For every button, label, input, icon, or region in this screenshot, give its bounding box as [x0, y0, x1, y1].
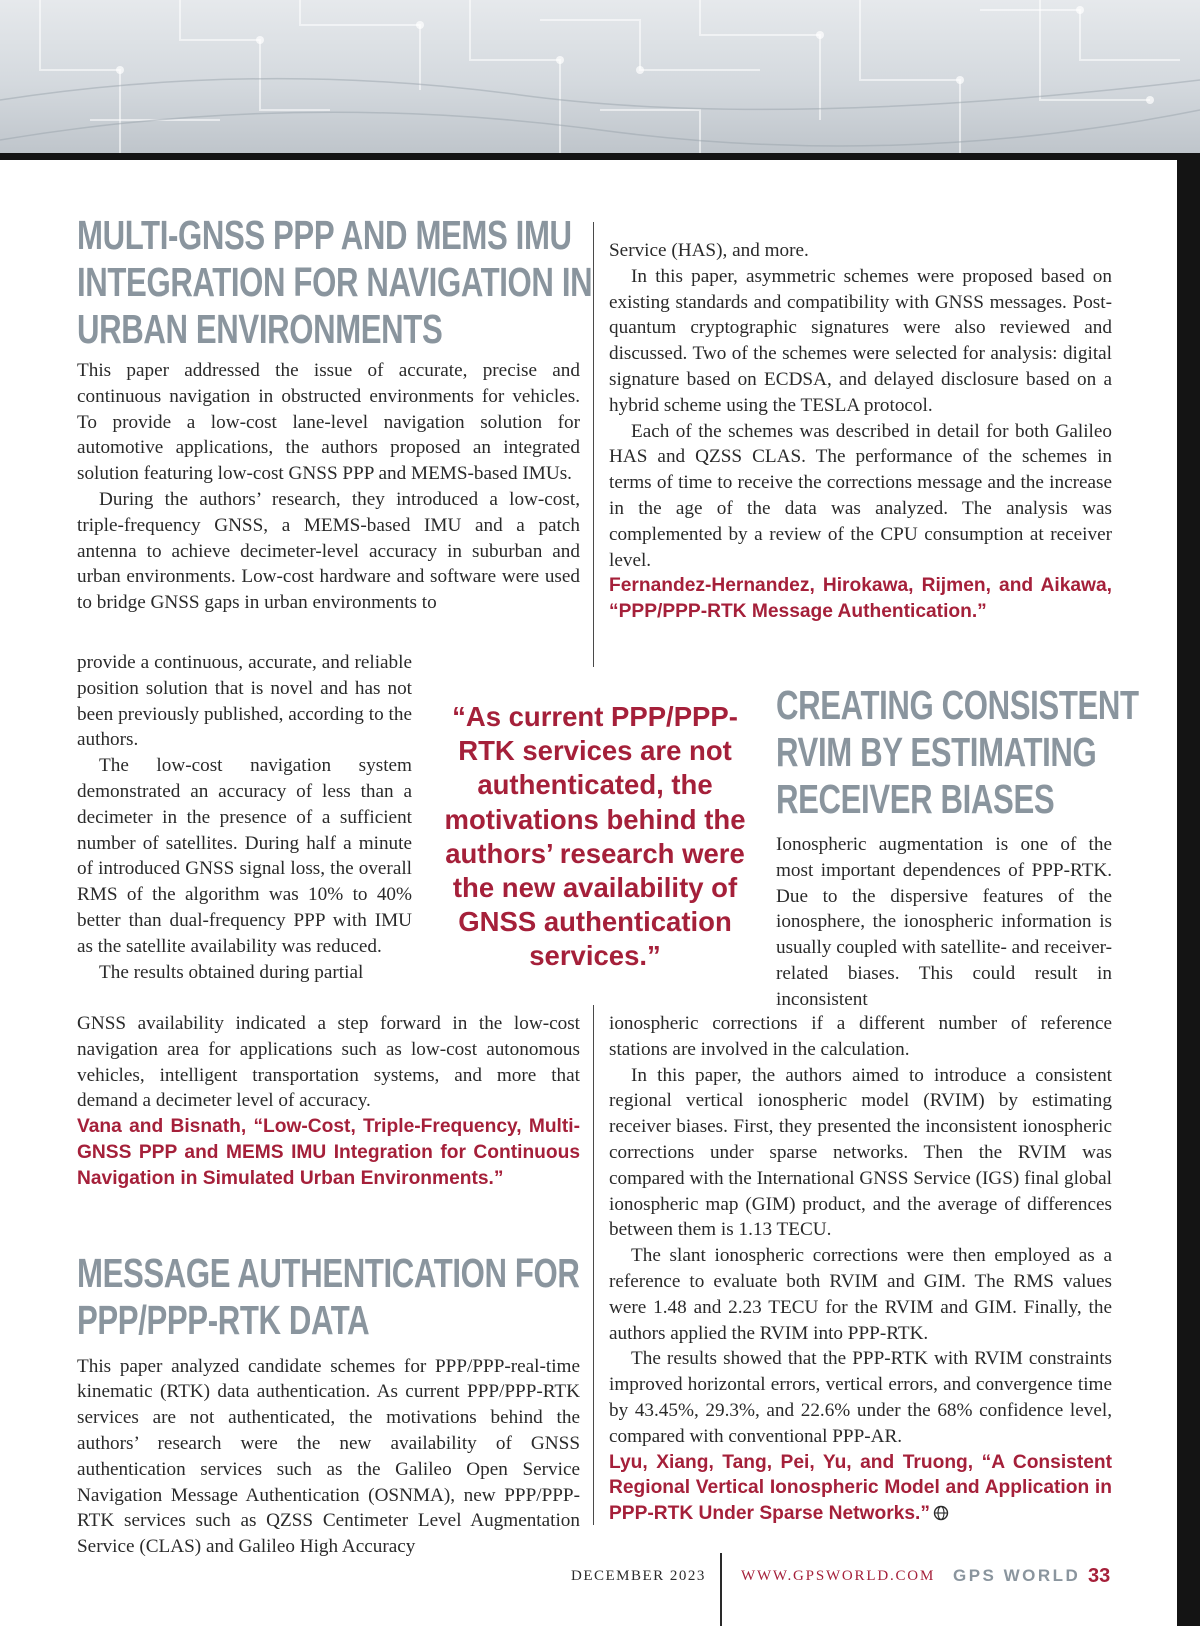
article2-paragraph: Service (HAS), and more. [609, 240, 809, 261]
article3-citation [609, 1450, 1112, 1527]
article3-narrow-column [776, 682, 1139, 1013]
globe-icon [933, 1505, 949, 1521]
column-divider [593, 222, 594, 667]
article3-citation-text: Lyu, Xiang, Tang, Pei, Yu, and Truong, “A Consistent Regional Vertical Ionospheric Model and Application in PPP-RTK Under Sparse Networks.” [609, 1451, 1112, 1525]
article3-paragraph: ionospheric corrections if a different number of reference stations are involved in the calculation. [609, 1013, 1112, 1060]
article3-paragraph: In this paper, the authors aimed to introduce a consistent regional vertical ionospheric model (RVIM) by estimating receiver biases. First, they presented the inconsistent ionospheric corrections under sparse networks. Then the RVIM was compared with the International GNSS Service (IGS) final global ionospheric map (GIM) product, and the average of differences between them is 1.13 TECU. [609, 1064, 1113, 1241]
article1-headline [77, 212, 593, 358]
article2-headline [77, 1250, 580, 1354]
article1-paragraph: provide a continuous, accurate, and reliable position solution that is novel and has not been previously published, according to the authors. [77, 652, 412, 751]
article1-paragraph: GNSS availability indicated a step forward in the low-cost navigation area for applications such as low-cost autonomous vehicles, intelligent transportation systems, and more that demand a decimeter level of accuracy. [77, 1013, 580, 1112]
article1-headline-line: INTEGRATION FOR NAVIGATION IN [77, 259, 593, 305]
article3-headline [776, 682, 1139, 832]
column-divider [593, 1005, 594, 1525]
article2-paragraph: In this paper, asymmetric schemes were proposed based on existing standards and compatibility with GNSS messages. Post-quantum cryptographic signatures were also reviewed and discussed. Two of the schemes were selected for analysis: digital signature based on ECDSA, and delayed disclosure based on a hybrid scheme using the TESLA protocol. [609, 265, 1112, 416]
article3-column [609, 1011, 1112, 1527]
article3-paragraph: The slant ionospheric corrections were then employed as a reference to evaluate both RVIM and GIM. The RMS values were 1.48 and 2.23 TECU for the RVIM and GIM. Finally, the authors applied the RVIM into PPP-RTK. [609, 1245, 1112, 1344]
footer-date: DECEMBER 2023 [571, 1568, 706, 1584]
article1-paragraph: During the authors’ research, they introduced a low-cost, triple-frequency GNSS, a MEMS-based IMU and a patch antenna to achieve decimeter-level accuracy in suburban and urban environments. Low-cost hardware and software were used to bridge GNSS gaps in urban environments to [77, 488, 580, 614]
article3-paragraph: The results showed that the PPP-RTK with RVIM constraints improved horizontal errors, vertical errors, and convergence time by 43.45%, 29.3%, and 22.6% under the 68% confidence level, compared with conventional PPP-AR. [609, 1348, 1112, 1447]
page-edge-bar [1177, 153, 1200, 1626]
circuit-pattern [0, 0, 1200, 153]
article1-column [77, 212, 593, 616]
article2-citation: Fernandez-Hernandez, Hirokawa, Rijmen, and Aikawa, “PPP/PPP-RTK Message Authentication.” [609, 575, 1112, 623]
article3-paragraph: Ionospheric augmentation is one of the most important dependences of PPP-RTK. Due to the dispersive features of the ionosphere, the ionospheric information is usually coupled with satellite- and receiver-related biases. This could result in inconsistent [776, 834, 1112, 1010]
article1-narrow-column [77, 650, 412, 985]
pull-quote: “As current PPP/PPP-RTK services are not authenticated, the motivations behind the authors’ research were the new availability of GNSS authentication services.” [444, 701, 746, 972]
article3-headline-line: CREATING CONSISTENT [776, 682, 1139, 728]
article2-headline-line: MESSAGE AUTHENTICATION FOR [77, 1249, 580, 1296]
article2-column [77, 1011, 580, 1560]
page-number: 33 [1088, 1565, 1111, 1587]
header-rule [0, 153, 1200, 160]
header-banner [0, 0, 1200, 153]
article1-headline-line: URBAN ENVIRONMENTS [77, 306, 443, 352]
article1-paragraph: This paper addressed the issue of accurate, precise and continuous navigation in obstructed environments for vehicles. To provide a low-cost lane-level navigation solution for automotive applications, the authors proposed an integrated solution featuring low-cost GNSS PPP and MEMS-based IMUs. [77, 360, 580, 485]
article3-headline-line: RVIM BY ESTIMATING [776, 729, 1097, 775]
article2-right-column [609, 238, 1112, 625]
article1-paragraph: The results obtained during partial [99, 961, 364, 983]
article1-citation: Vana and Bisnath, “Low-Cost, Triple-Frequency, Multi-GNSS PPP and MEMS IMU Integration for Continuous Navigation in Simulated Urban Environments.” [77, 1116, 580, 1189]
footer-separator [720, 1553, 722, 1626]
article3-headline-line: RECEIVER BIASES [776, 776, 1055, 822]
article2-paragraph: This paper analyzed candidate schemes for PPP/PPP-real-time kinematic (RTK) data authentication. As current PPP/PPP-RTK services are not authenticated, the motivations behind the authors’ research were the new availability of GNSS authentication services such as the Galileo Open Service Navigation Message Authentication (OSNMA), new PPP/PPP-RTK services such as QZSS Centimeter Level Augmentation Service (CLAS) and Galileo High Accuracy [77, 1355, 580, 1558]
article2-paragraph: Each of the schemes was described in detail for both Galileo HAS and QZSS CLAS. The performance of the schemes in terms of time to receive the corrections message and the increase in the age of the data was analyzed. The analysis was complemented by a review of the CPU consumption at receiver level. [609, 420, 1112, 571]
article1-paragraph: The low-cost navigation system demonstrated an accuracy of less than a decimeter in the presence of a sufficient number of satellites. During half a minute of introduced GNSS signal loss, the overall RMS of the algorithm was 10% to 40% better than dual-frequency PPP with IMU as the satellite availability was reduced. [77, 755, 412, 957]
article2-headline-line: PPP/PPP-RTK DATA [77, 1296, 370, 1343]
footer-url[interactable]: WWW.GPSWORLD.COM [741, 1568, 936, 1584]
article1-headline-line: MULTI-GNSS PPP AND MEMS IMU [77, 212, 572, 258]
footer-magazine: GPS WORLD [953, 1566, 1081, 1585]
